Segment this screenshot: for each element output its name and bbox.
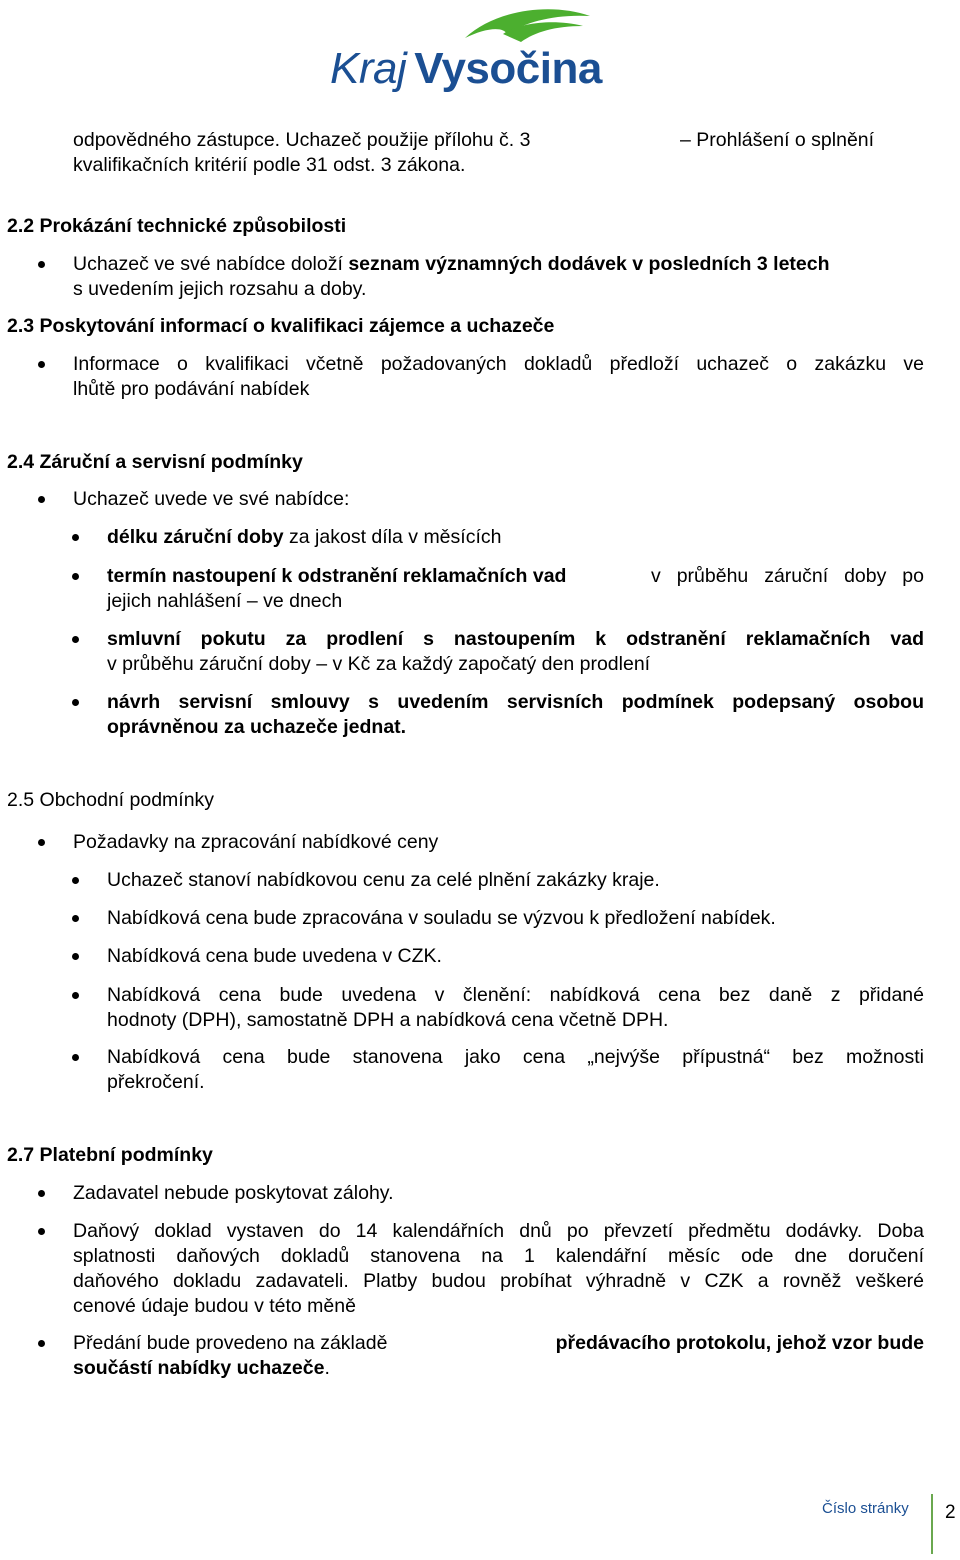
bullet — [72, 573, 79, 580]
s22-bullet-1-line-1 — [73, 252, 830, 276]
s25-sub-5-line-1: Nabídková cena bude stanovena jako cena „nejvýše přípustná“ bez možnosti — [107, 1046, 924, 1068]
s27-b3-bold: předávacího protokolu, jehož vzor bude — [555, 1332, 924, 1354]
bullet — [38, 496, 45, 503]
page-number-label: Číslo stránky — [822, 1500, 909, 1517]
s27-bullet-3-line-1 — [73, 1331, 924, 1355]
section-2-4-heading: 2.4 Záruční a servisní podmínky — [7, 451, 303, 473]
bullet — [72, 699, 79, 706]
s24-sub-3-line-1: smluvní pokutu za prodlení s nastoupením k odstranění reklamačních vad — [107, 628, 924, 650]
bullet — [72, 992, 79, 999]
logo-vysocina: Vysočina — [414, 44, 602, 93]
s23-bullet-1-line-2: lhůtě pro podávání nabídek — [73, 378, 310, 400]
s24-sub-1 — [107, 525, 501, 549]
bullet — [38, 361, 45, 368]
s25-sub-1: Uchazeč stanoví nabídkovou cenu za celé plnění zakázky kraje. — [107, 869, 660, 891]
section-2-7-heading: 2.7 Platební podmínky — [7, 1144, 213, 1166]
logo-wordmark — [330, 44, 602, 94]
page-number: 2 — [945, 1502, 956, 1523]
s22-bullet-1-line-2: s uvedením jejich rozsahu a doby. — [73, 278, 367, 300]
s25-sub-3: Nabídková cena bude uvedena v CZK. — [107, 945, 442, 967]
intro-line-2: kvalifikačních kritérií podle 31 odst. 3 zákona. — [73, 154, 466, 176]
intro-line-1b: – Prohlášení o splnění — [680, 129, 875, 151]
s24-sub1-text: za jakost díla v měsících — [283, 526, 502, 548]
s25-sub-4-line-1: Nabídková cena bude uvedena v členění: nabídková cena bez daně z přidané — [107, 984, 924, 1006]
s25-sub-4-line-2: hodnoty (DPH), samostatně DPH a nabídková cena včetně DPH. — [107, 1009, 669, 1031]
footer-divider — [931, 1494, 933, 1554]
section-2-3-heading: 2.3 Poskytování informací o kvalifikaci zájemce a uchazeče — [7, 315, 555, 337]
s23-bullet-1-line-1: Informace o kvalifikaci včetně požadovaných dokladů předloží uchazeč o zakázku ve — [73, 353, 924, 375]
s27-b3-line2-bold: součástí nabídky uchazeče — [73, 1357, 325, 1379]
s27-bullet-2-line-2: splatnosti daňových dokladů stanovena na 1 kalendářní měsíc ode dne doručení — [73, 1245, 924, 1267]
bullet — [72, 953, 79, 960]
s24-sub-3-line-2: v průběhu záruční doby – v Kč za každý započatý den prodlení — [107, 653, 651, 675]
s22-b1-bold: seznam významných dodávek v posledních 3 letech — [348, 253, 830, 275]
s24-sub-4-line-1: návrh servisní smlouvy s uvedením servisních podmínek podepsaný osobou — [107, 691, 924, 713]
intro-line-1a: odpovědného zástupce. Uchazeč použije přílohu č. 3 — [73, 129, 531, 151]
s24-sub-4-line-2: oprávněnou za uchazeče jednat. — [107, 716, 407, 738]
bullet — [72, 636, 79, 643]
s22-b1-text: Uchazeč ve své nabídce doloží — [73, 253, 343, 275]
s27-bullet-3-line-2 — [73, 1356, 330, 1380]
kraj-vysocina-logo — [330, 4, 600, 96]
s25-sub-5-line-2: překročení. — [107, 1071, 205, 1093]
s27-bullet-2-line-3: daňového dokladu zadavateli. Platby budou probíhat výhradně v CZK a rovněž veškeré — [73, 1270, 924, 1292]
bullet — [38, 261, 45, 268]
bullet — [72, 877, 79, 884]
s24-sub-2-line-2: jejich nahlášení – ve dnech — [107, 590, 343, 612]
s27-b3-text: Předání bude provedeno na základě — [73, 1332, 388, 1354]
s24-bullet-1: Uchazeč uvede ve své nabídce: — [73, 488, 350, 510]
s24-sub1-bold: délku záruční doby — [107, 526, 284, 548]
bullet — [38, 1190, 45, 1197]
s24-sub-2-bold — [107, 564, 566, 588]
s25-bullet-1: Požadavky na zpracování nabídkové ceny — [73, 831, 439, 853]
bullet — [38, 839, 45, 846]
logo-kraj: Kraj — [330, 44, 407, 93]
bullet — [38, 1340, 45, 1347]
s25-sub-2: Nabídková cena bude zpracována v souladu se výzvou k předložení nabídek. — [107, 907, 776, 929]
s27-bullet-2-line-1: Daňový doklad vystaven do 14 kalendářních dnů po převzetí předmětu dodávky. Doba — [73, 1220, 924, 1242]
s27-bullet-1: Zadavatel nebude poskytovat zálohy. — [73, 1182, 394, 1204]
s27-b3-line2-dot: . — [324, 1357, 330, 1379]
bullet — [72, 1054, 79, 1061]
s24-sub-2-tail: v průběhu záruční doby po — [651, 565, 924, 587]
section-2-5-heading: 2.5 Obchodní podmínky — [7, 789, 215, 811]
section-2-2-heading: 2.2 Prokázání technické způsobilosti — [7, 215, 347, 237]
s27-bullet-2-line-4: cenové údaje budou v této měně — [73, 1295, 356, 1317]
bullet — [38, 1228, 45, 1235]
s24-sub2-bold-text: termín nastoupení k odstranění reklamačních vad — [107, 565, 567, 587]
bullet — [72, 534, 79, 541]
bullet — [72, 915, 79, 922]
